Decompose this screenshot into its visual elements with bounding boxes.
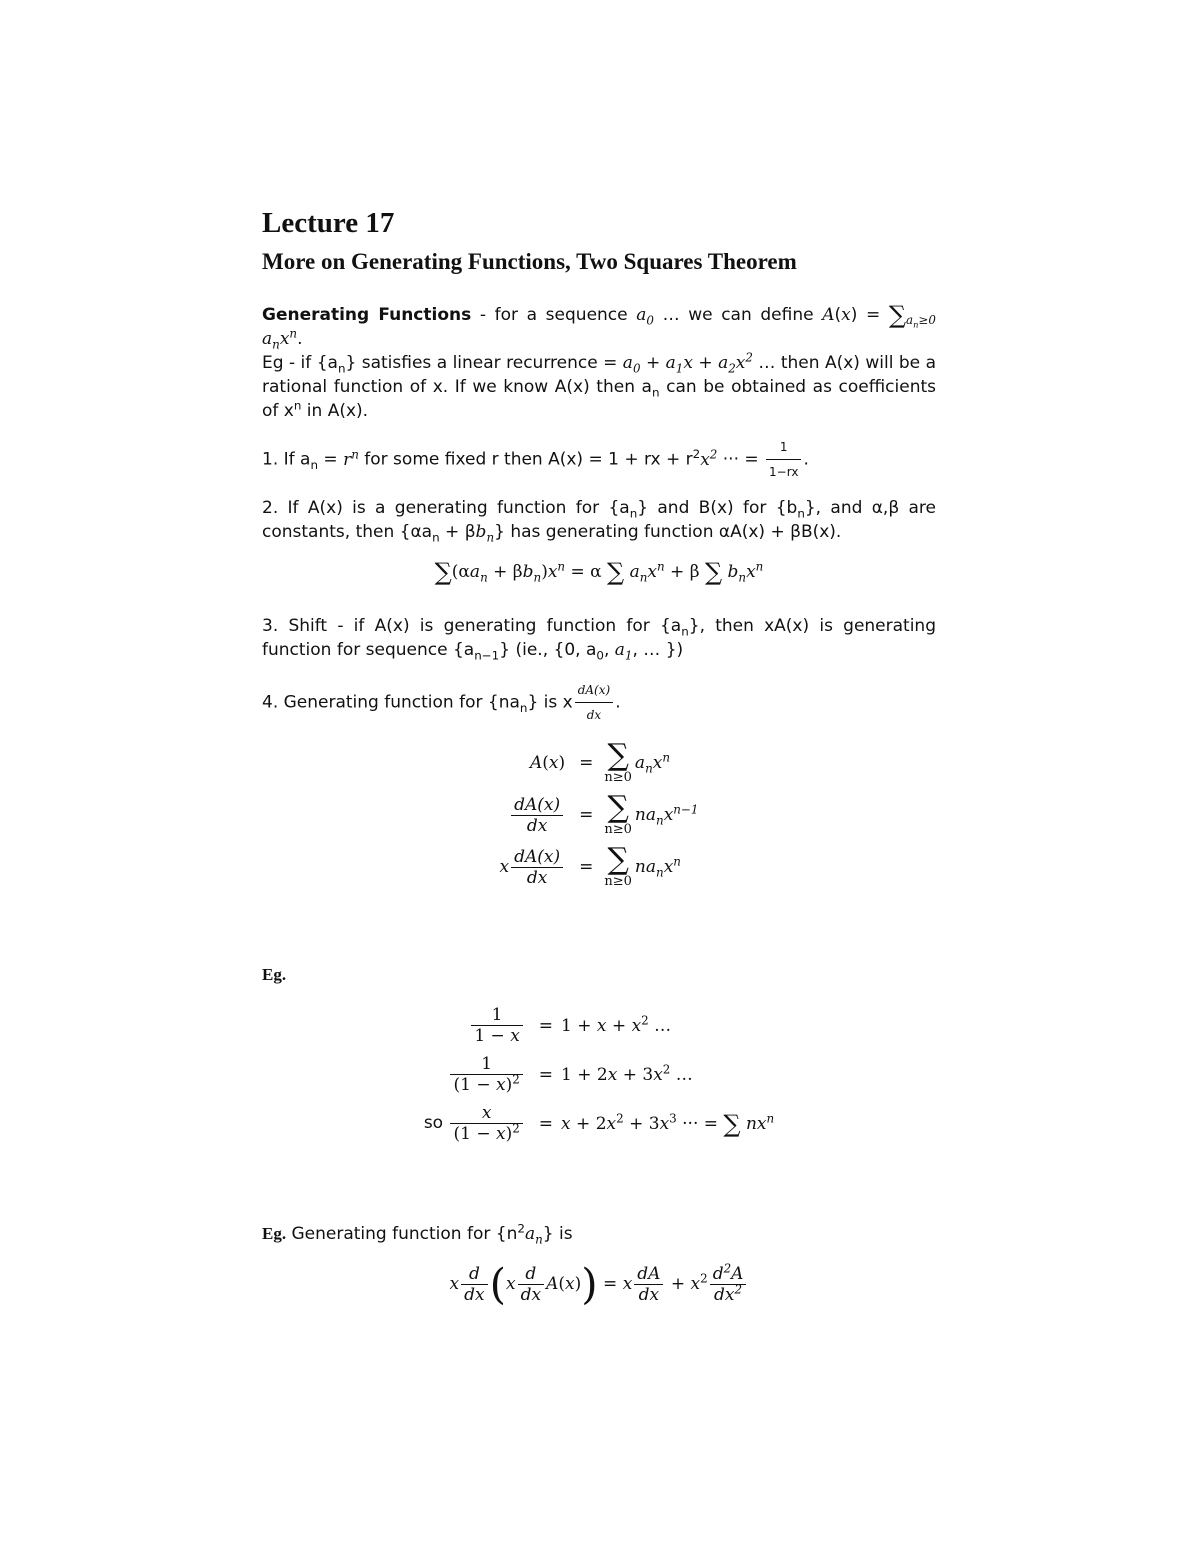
eg-tail: can be obtained as coefficients of x <box>262 377 936 421</box>
derivative-equations: A(x) = ∑ n≥0 $a_nx^n$ $\frac{dA(x)}{dx}$ = ∑ n≥0 $na_nx^{n-1}$ x $\frac{dA(x)}{dx}$ = ∑ n≥0 $na_nx^n$ <box>499 738 699 889</box>
eg-text-2: } satisfies a linear recurrence = <box>345 353 623 373</box>
item-2-text-d: } has generating function αA(x) + βB(x). <box>494 522 842 542</box>
intro-text-2: we can define <box>688 305 823 325</box>
item-3: 3. Shift - if A(x) is generating function for $\{a_n\}$, then xA(x) is generating function for sequence $\{a_{n-1}\}$ (ie., {0, $a_0$, $a_1$, … }) <box>262 616 936 663</box>
item-2-text-b: } and B(x) for {b <box>637 498 798 518</box>
item-2: 2. If A(x) is a generating function for $\{a_n\}$ and B(x) for $\{b_n\}$, and α,β are constants, then $\{\alpha a_n + \beta b_n\}$ has generating function αA(x) + βB(x). <box>262 498 936 545</box>
intro-paragraph: Generating Functions - for a sequence $a_0$ … we can define $A(x) = \sum_{a_n\ge 0}$ $a_nx^n$. Eg - if $\{a_n\}$ satisfies a linear recurrence = $a_0 + a_1x + a_2x^2$ … then A(x) will be a rational function of x. If we know A(x) then $a_n$ can be obtained as coefficients of $x^n$ in A(x). <box>262 301 937 421</box>
item-3-text-c: } (ie., {0, a <box>499 640 597 660</box>
example-1-equations: $\frac{1}{1 - x}$ = $1 + x + x^2$ … $\frac{1}{(1 - x)^2}$ = $1 + 2x + 3x^2$ … so $\frac{x}{(1 - x)^2}$ = $x + 2x^2 + 3x^3$ ··· = ∑ $nx^n$ <box>423 1005 775 1144</box>
example-2-text: Generating function for {n <box>286 1224 518 1244</box>
eg-then: then A(x) will be a rational function of x. If we know A(x) then a <box>262 353 937 397</box>
example-2-heading: Eg. Generating function for $\{n^2a_n\}$ is <box>262 1221 573 1247</box>
lecture-page <box>262 205 936 1319</box>
example-1-heading <box>262 963 936 987</box>
lecture-subtitle: More on Generating Functions, Two Squares Theorem <box>262 249 797 274</box>
item-1-mid: for some fixed r then A(x) = 1 + rx + r <box>358 449 693 470</box>
item-1-prefix: 1. If a <box>262 449 311 470</box>
item-2-text-c: }, and α,β are constants, then {αa <box>262 498 936 542</box>
eg-text: Eg - if {a <box>262 353 338 373</box>
example-1-label: Eg. <box>262 965 287 984</box>
example-2-label: Eg. <box>262 1224 287 1243</box>
lecture-title: Lecture 17 <box>262 207 395 239</box>
item-3-text-b: }, then xA(x) is generating function for sequence {a <box>262 616 936 660</box>
intro-text-1: - for a sequence <box>471 305 637 325</box>
item-4-text-a: 4. Generating function for {na <box>262 692 520 713</box>
item-1: 1. If $a_n = r^n$ for some fixed r then A(x) = 1 + rx + $r^2x^2$ ··· = $\frac{1}{1-rx}$ . <box>262 435 936 484</box>
eg-tail-2: in A(x). <box>301 401 369 421</box>
so-label: so <box>423 1113 444 1133</box>
example-2-text-2: } is <box>542 1224 573 1244</box>
item-3-text-a: 3. Shift - if A(x) is generating function for {a <box>262 616 682 636</box>
item-2-text-a: 2. If A(x) is a generating function for {a <box>262 498 630 518</box>
example-2-equation: x $\frac{d}{dx}$ (x $\frac{d}{dx}$ A(x)) = x $\frac{dA}{dx}$ + $x^2$ $\frac{d^2A}{dx^2}$ <box>262 1264 936 1305</box>
item-4-text-b: } is x <box>527 692 573 713</box>
item-4: 4. Generating function for $\{na_n\}$ is x $\frac{dA(x)}{dx}$ . <box>262 678 936 727</box>
linearity-equation: $\sum(\alpha a_n + \beta b_n)x^n = \alpha$ ∑ $a_nx^n + \beta$ ∑ $b_nx^n$ <box>434 558 764 586</box>
intro-lead: Generating Functions <box>262 305 472 325</box>
